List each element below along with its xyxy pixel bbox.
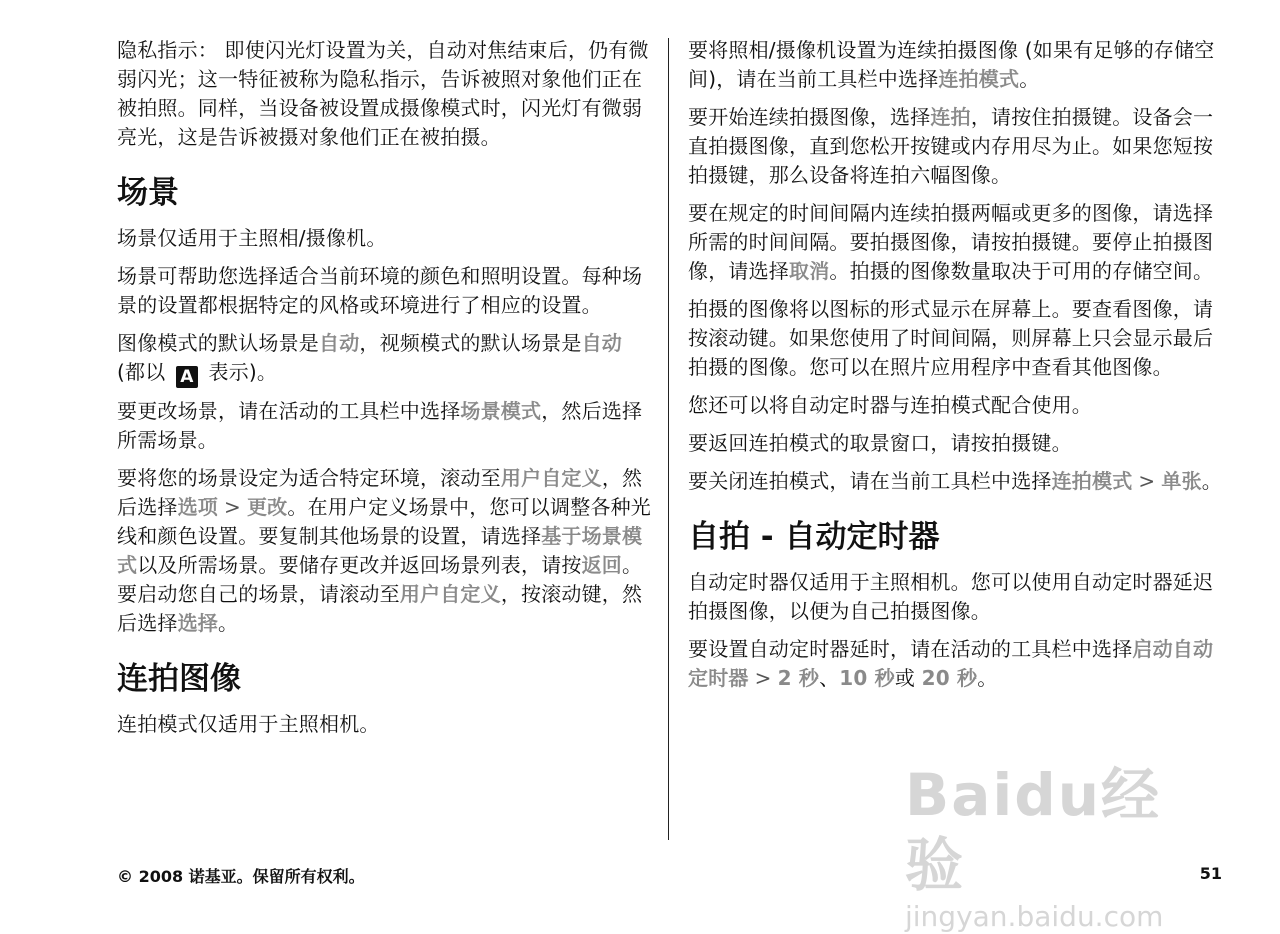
burst-start-paragraph: 要开始连续拍摄图像，选择连拍，请按住拍摄键。设备会一直拍摄图像，直到您松开按键或内存用尽为止。如果您短按拍摄键，那么设备将连拍六幅图像。 <box>688 105 1214 187</box>
watermark-url: jingyan.baidu.com <box>905 900 1164 933</box>
menu-term-burst-mode: 连拍模式 <box>938 67 1020 91</box>
watermark-brand: Baidu经验 <box>905 761 1162 899</box>
menu-separator: > <box>1138 469 1156 493</box>
menu-term-burst: 连拍 <box>930 105 971 129</box>
menu-term-options: 选项 <box>177 495 219 519</box>
menu-term-select: 选择 <box>177 611 219 635</box>
self-timer-heading: 自拍 - 自动定时器 <box>688 519 940 555</box>
menu-term-burst-mode: 连拍模式 <box>1051 469 1133 493</box>
interval-paragraph: 要在规定的时间间隔内连续拍摄两幅或更多的图像，请选择所需的时间间隔。要拍摄图像，请按拍摄键。要停止拍摄图像，请选择取消。拍摄的图像数量取决于可用的存储空间。 <box>688 201 1214 283</box>
self-timer-combo-paragraph: 您还可以将自动定时器与连拍模式配合使用。 <box>688 393 1092 417</box>
menu-term-based-on-scene: 基于场景模式 <box>117 524 643 577</box>
menu-term-cancel: 取消 <box>789 259 830 283</box>
default-scene-paragraph: 图像模式的默认场景是自动，视频模式的默认场景是自动 (都以 A 表示)。 <box>117 331 623 387</box>
burst-setup-paragraph: 要将照相/摄像机设置为连续拍摄图像 (如果有足够的存储空间)，请在当前工具栏中选择连拍模式。 <box>688 38 1215 91</box>
menu-term-start-self-timer: 启动自动定时器 <box>688 637 1214 690</box>
burst-heading: 连拍图像 <box>117 661 241 697</box>
self-timer-availability-paragraph: 自动定时器仅适用于主照相机。您可以使用自动定时器延迟拍摄图像，以便为自己拍摄图像。 <box>688 570 1214 623</box>
right-column <box>688 36 1228 702</box>
scene-description-paragraph: 场景可帮助您选择适合当前环境的颜色和照明设置。每种场景的设置都根据特定的风格或环境进行了相应的设置。 <box>117 264 643 317</box>
burst-availability-paragraph: 连拍模式仅适用于主照相机。 <box>117 712 380 736</box>
page-number: 51 <box>1199 864 1222 883</box>
column-divider <box>668 38 669 840</box>
menu-term-auto: 自动 <box>319 331 360 355</box>
menu-term-auto: 自动 <box>581 331 623 355</box>
scene-availability-paragraph: 场景仅适用于主照相/摄像机。 <box>117 226 387 250</box>
self-timer-setup-paragraph: 要设置自动定时器延时，请在活动的工具栏中选择启动自动定时器 > 2 秒、10 秒或 20 秒。 <box>688 637 1214 690</box>
thumbnail-paragraph: 拍摄的图像将以图标的形式显示在屏幕上。要查看图像，请按滚动键。如果您使用了时间间隔，则屏幕上只会显示最后拍摄的图像。您可以在照片应用程序中查看其他图像。 <box>688 297 1214 379</box>
close-burst-paragraph: 要关闭连拍模式，请在当前工具栏中选择连拍模式 > 单张。 <box>688 469 1222 493</box>
scene-heading: 场景 <box>117 175 179 211</box>
menu-separator: > <box>224 495 241 519</box>
copyright-footer: © 2008 诺基亚。保留所有权利。 <box>117 867 365 886</box>
baidu-watermark <box>905 760 1205 933</box>
menu-term-user-defined: 用户自定义 <box>500 466 602 490</box>
menu-term-2-seconds: 2 秒 <box>777 666 820 690</box>
return-viewfinder-paragraph: 要返回连拍模式的取景窗口，请按拍摄键。 <box>688 431 1072 455</box>
change-scene-paragraph: 要更改场景，请在活动的工具栏中选择场景模式，然后选择所需场景。 <box>117 399 643 452</box>
left-column <box>117 36 652 748</box>
menu-term-scene-mode: 场景模式 <box>460 399 542 423</box>
menu-term-20-seconds: 20 秒 <box>921 666 978 690</box>
user-defined-scene-paragraph: 要将您的场景设定为适合特定环境，滚动至用户自定义，然后选择选项 > 更改。在用户定义场景中，您可以调整各种光线和颜色设置。要复制其他场景的设置，请选择基于场景模式以及所需场景。要储存更改并返回场景列表，请按返回。要启动您自己的场景，请滚动至用户自定义，按滚动键，然后选择选择。 <box>117 466 651 635</box>
privacy-indicator-paragraph: 隐私指示： 即使闪光灯设置为关，自动对焦结束后，仍有微弱闪光；这一特征被称为隐私指示，告诉被照对象他们正在被拍照。同样，当设备被设置成摄像模式时，闪光灯有微弱亮光，这是告诉被摄对象他们正在被拍摄。 <box>117 38 649 149</box>
menu-separator: > <box>754 666 772 690</box>
menu-term-10-seconds: 10 秒 <box>839 666 895 690</box>
menu-term-user-defined: 用户自定义 <box>399 582 501 606</box>
auto-scene-icon: A <box>176 366 198 388</box>
menu-term-back: 返回 <box>581 553 623 577</box>
menu-term-single: 单张 <box>1161 469 1202 493</box>
menu-term-change: 更改 <box>246 495 288 519</box>
